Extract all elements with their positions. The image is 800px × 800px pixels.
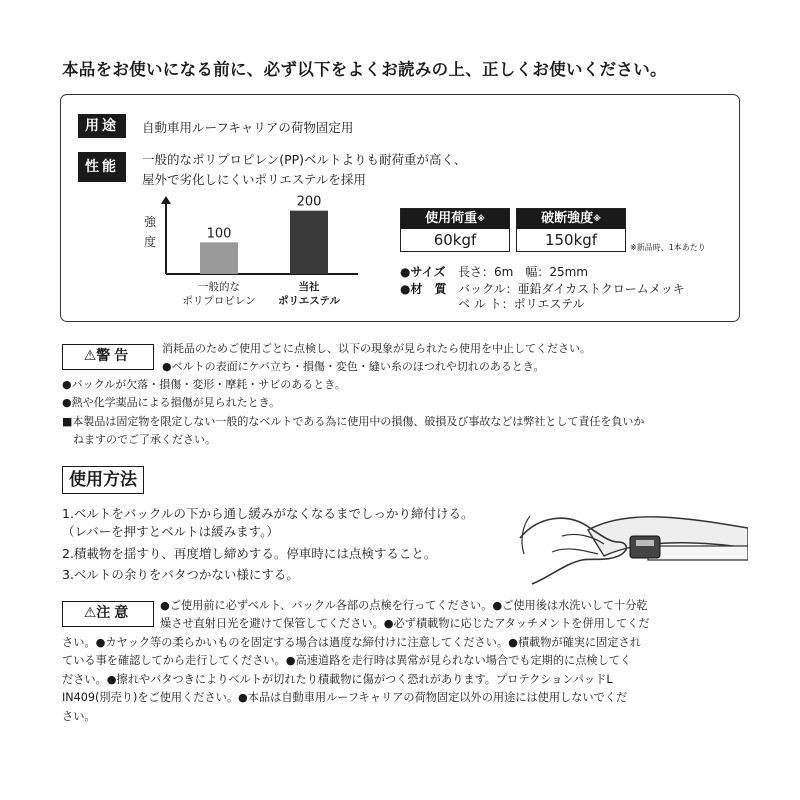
spec-load-value: 60kgf: [433, 231, 477, 249]
strength-chart: [130, 192, 380, 312]
spec-note: ※新品時、1本あたり: [630, 243, 706, 252]
performance-line1: 一般的なポリプロピレン(PP)ベルトよりも耐荷重が高く、: [142, 152, 467, 167]
spec-break: [516, 208, 626, 252]
chart-category-label: 当社: [298, 281, 320, 293]
usage-step1b: （レバーを押すとベルトは緩みます。）: [62, 524, 279, 539]
warning-label: 警告: [96, 348, 133, 364]
performance-tag: 性能: [78, 152, 126, 182]
chart-category-label: ポリエステル: [277, 295, 341, 307]
material-belt: ベ ル ト：ポリエステル: [458, 297, 585, 311]
warning-line5: ■本製品は固定物を限定しない一般的なベルトである為に使用中の損傷、破損及び事故などは弊社として責任を負いか: [62, 415, 645, 428]
caution-line6: IN409(別売り)をご使用ください。●本品は自動車用ルーフキャリアの荷物固定以外の用途には使用しないでくだ: [62, 691, 628, 704]
caution-label-box: [62, 601, 154, 627]
warning-line2: ●ベルトの表面にケバ立ち・損傷・変色・縫い糸のほつれや切れのあるとき。: [162, 360, 545, 373]
warning-line4: ●熱や化学薬品による損傷が見られたとき。: [62, 396, 281, 409]
chart-category-label: ポリプロピレン: [182, 295, 256, 307]
warning-line3: ●バックルが欠落・損傷・変形・摩耗・サビのあるとき。: [62, 378, 346, 391]
spec-load: [400, 208, 510, 252]
chart-category-label: 一般的な: [198, 281, 240, 293]
performance-line2: 屋外で劣化しにくいポリエステルを採用: [142, 172, 366, 187]
chart-bar: [200, 242, 238, 274]
buckle-illustration: [518, 498, 748, 588]
material-label: ●材 質: [400, 282, 447, 296]
warning-line1: 消耗品のためご使用ごとに点検し、以下の現象が見られたら使用を中止してください。: [162, 342, 591, 355]
caution-line7: さい。: [62, 710, 96, 723]
chart-value-label: 200: [296, 194, 322, 210]
caution-line3: さい。●カヤック等の柔らかいものを固定する場合は過度な締付けに注意してください。●積載物が確実に固定され: [62, 636, 641, 649]
size-value: 長さ：6m 幅：25mm: [458, 265, 588, 279]
usage-step1: 1.ベルトをバックルの下から通し緩みがなくなるまでしっかり締付ける。: [62, 506, 474, 521]
caution-line4: ている事を確認してから走行してください。●高速道路を走行時は異常が見られない場合でも定期的に点検してく: [62, 654, 632, 667]
purpose-tag: 用途: [78, 114, 126, 138]
chart-ylabel-char: 度: [143, 235, 157, 249]
usage-step2: 2.積載物を揺すり、再度増し締めする。停車時には点検すること。: [62, 546, 437, 561]
usage-title: 使用方法: [62, 466, 144, 494]
warning-line6: ねますのでご了承ください。: [62, 433, 216, 446]
chart-ylabel-char: 強: [143, 215, 157, 229]
warning-icon: ⚠: [83, 348, 97, 364]
caution-line2: 燥させ直射日光を避けて保管してください。●必ず積載物に応じたアタッチメントを併用してくだ: [160, 617, 650, 630]
chart-y-arrow: [161, 196, 171, 204]
purpose-text: 自動車用ルーフキャリアの荷物固定用: [142, 120, 354, 135]
caution-icon: ⚠: [83, 605, 97, 621]
chart-value-label: 100: [206, 226, 232, 242]
size-label: ●サイズ: [400, 265, 446, 279]
caution-line1: ●ご使用前に必ずベルト、バックル各部の点検を行ってください。●ご使用後は水洗いして十分乾: [160, 599, 648, 612]
warning-label-box: [62, 344, 154, 370]
caution-line5: ださい。●擦れやバタつきによりベルトが切れたり積載物に傷がつく恐れがあります。プロテクションパッドL: [62, 673, 613, 686]
spec-break-value: 150kgf: [544, 231, 598, 249]
usage-step3: 3.ベルトの余りをバタつかない様にする。: [62, 567, 299, 582]
material-buckle: バックル：亜鉛ダイカストクロームメッキ: [458, 282, 685, 296]
spec-break-label: 破断強度※: [517, 209, 625, 229]
chart-bar: [290, 211, 328, 274]
caution-label: 注意: [96, 605, 133, 621]
spec-load-label: 使用荷重※: [401, 209, 509, 229]
page-heading: 本品をお使いになる前に、必ず以下をよくお読みの上、正しくお使いください。: [62, 60, 667, 79]
